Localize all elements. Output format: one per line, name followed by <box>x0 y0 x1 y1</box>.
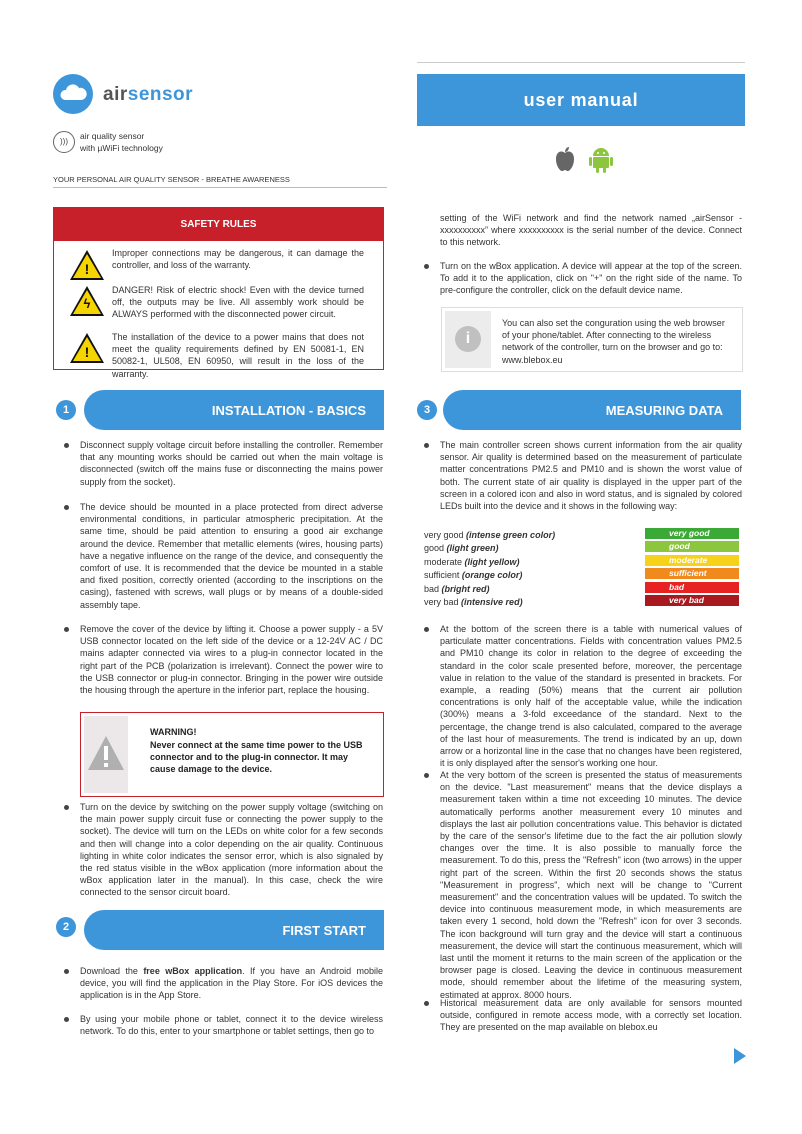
quality-desc: (orange color) <box>461 570 523 580</box>
apple-icon <box>554 146 576 177</box>
manual-title: user manual <box>523 89 639 110</box>
android-icon <box>589 146 613 179</box>
first-start-paragraph-3: Turn on the wBox application. A device will appear at the top of the screen. To add it to the application, click on "+" on the right side of the name. To pre-configure the controller, click on the default device name. <box>440 261 742 296</box>
brand-sensor: sensor <box>127 84 194 105</box>
section-1-number: 1 <box>56 400 76 420</box>
first-start-paragraph-2: By using your mobile phone or tablet, connect it to the device wireless network. To do this, enter to your smartphone or tablet settings, then go to <box>80 1014 383 1037</box>
quality-badge: bad <box>645 582 739 593</box>
quality-level-row <box>424 543 499 553</box>
quality-badge: very bad <box>645 595 739 606</box>
quality-badge: good <box>645 541 739 552</box>
warning-box-icon <box>84 716 128 793</box>
section-3-header <box>443 390 741 430</box>
brand-logo <box>103 84 193 106</box>
quality-badge: moderate <box>645 555 739 566</box>
install-paragraph-2: The device should be mounted in a place protected from direct adverse environmental conditions, in particular atmospheric precipitation. At the same time, should be paid attention to ensuring a good air exchange around the device. Remember that metallic elements (wires, housing parts) have a negative influence on the range of the device, and consequently the comfort of use. It is recommended that the device be mounted in a stable and fixed position, correctly oriented (according to the inscriptions on the casing), fastened with screws, wall plugs or by means of a double-sided assembly tape. <box>80 502 383 610</box>
bullet <box>424 773 429 778</box>
safety-item-2: DANGER! Risk of electric shock! Even with the device turned off, the outputs may be live. All assembly work should be ALWAYS performed with the disconnected power circuit. <box>112 285 364 320</box>
quality-desc: (light yellow) <box>464 557 520 567</box>
quality-label: good <box>424 543 445 553</box>
section-2-title: FIRST START <box>282 922 366 938</box>
info-icon: i <box>455 326 481 352</box>
measuring-paragraph-2: At the bottom of the screen there is a table with numerical values of particulate matter concentrations. Fields with concentration values PM2.5 and PM10 change its color in relation to the degree of exceeding the standard in the color scale presented before, moreover, the percentage value in relation to the value of the standard is presented in brackets. For example, a reading (50%) means that the current air pollution concentrations is only half of the acceptable value, while the indication (300%) means a 3-fold exceedance of the standard. Next to the percentage, the change trend is also calculated, compared to the average of the last hour of measurements. The trend is indicated by an up, down arrow or a horizontal line in the case that no changes have been registered, it is only displayed after the sensor's working one hour. <box>440 624 742 769</box>
quality-level-row <box>424 584 490 594</box>
logo-cloud-icon <box>53 74 93 114</box>
tagline-line1: air quality sensor <box>80 131 145 141</box>
quality-desc: (bright red) <box>441 584 490 594</box>
first-start-paragraph-1 <box>80 965 383 1002</box>
quality-label: very bad <box>424 597 459 607</box>
quality-level-row <box>424 557 520 567</box>
wifi-icon: ))) <box>53 131 75 153</box>
first-start-p1-bold: free wBox application <box>143 966 243 976</box>
bullet <box>424 627 429 632</box>
quality-desc: (light green) <box>446 543 499 553</box>
quality-badge: sufficient <box>645 568 739 579</box>
safety-item-3: The installation of the device to a power mains that does not meet the quality requirements defined by EN 50081-1, EN 50082-1, UL508, EN 60950, will result in the loss of the warranty. <box>112 332 364 379</box>
top-right-divider <box>417 62 745 63</box>
quality-level-row <box>424 530 555 540</box>
bullet <box>64 505 69 510</box>
slogan-divider <box>53 187 387 188</box>
measuring-paragraph-1: The main controller screen shows current information from the air quality sensor. Air quality is determined based on the measurement of particulate matter concentrations PM2.5 and PM10 and is shown the worst value of both. The current state of air quality is displayed in the upper part of the screen in a colored icon and also in word status, and is signaled by colored LEDs built into the device and it shows in the following way: <box>440 440 742 512</box>
safety-item-1: Improper connections may be dangerous, it can damage the controller, and loss of the warranty. <box>112 248 364 271</box>
manual-title-banner <box>417 74 745 126</box>
section-1-title: INSTALLATION - BASICS <box>211 402 366 418</box>
brand-air: air <box>103 84 128 105</box>
bullet <box>424 443 429 448</box>
install-paragraph-1: Disconnect supply voltage circuit before installing the controller. Remember that any mounting works should be carried out when the main voltage is disconnected (switch off the mains fuse or disconnecting the mains power supply from the socket). <box>80 440 383 487</box>
info-box-icon-panel <box>445 311 491 368</box>
quality-label: sufficient <box>424 570 460 580</box>
high-voltage-mark: ϟ <box>83 296 91 311</box>
bullet <box>424 264 429 269</box>
slogan: YOUR PERSONAL AIR QUALITY SENSOR - BREATHE AWARENESS <box>53 175 290 184</box>
install-paragraph-3: Remove the cover of the device by lifting it. Choose a power supply - a 5V USB connector located on the left side of the device or a 12-24V AC / DC mains adapter connected via wires to a plug-in connector located in the right part of the PCB (polarization is irrelevant). Connect the power wire to the USB connector or plug-in connector. Bringing in the power wire outside the housing through the aperture in the inferior part, replace the housing. <box>80 624 383 696</box>
quality-desc: (intense green color) <box>466 530 556 540</box>
section-2-number: 2 <box>56 917 76 937</box>
quality-label: very good <box>424 530 464 540</box>
bullet <box>64 1017 69 1022</box>
quality-level-row <box>424 597 523 607</box>
bullet <box>424 1001 429 1006</box>
safety-header <box>53 207 384 241</box>
warning-mark: ! <box>84 344 90 360</box>
tagline-line2: with µWiFi technology <box>80 142 163 153</box>
bullet <box>64 969 69 974</box>
measuring-paragraph-3: At the very bottom of the screen is presented the status of measurements on the device. "Last measurement" means that the device displays a measurement taken within a time not exceeding 10 minutes. The device automatically performs another measurement every 10 minutes and displays the last air pollution concentrations value. This behavior is dictated by the care of the sensor's lifetime due to the fact the air pollution slowly changes over the time. It is also possible to manually force the measurement. To do this, press the "Refresh" icon (two arrows) in the upper right part of the screen. Within the first 20 seconds shows the status "Measurement in progress", which next will be change to "Current measurement" and the concentration values will be updated. To switch the device into continuous measurement mode, in which measurements are taken every 1 second, hold down the "Refresh" icon for over 3 seconds. The icon background will turn gray and the device will start a continuous measurement, the device will start the continuous measurement, which will last until the moment it returns to the main screen of the application or the browser page is closed. Leaving the device in continuous measurement mode, should remember about the lifetime of the measuring system, estimated at approx. 8000 hours. <box>440 770 742 1000</box>
bullet <box>64 627 69 632</box>
tagline <box>80 131 163 154</box>
first-start-p1-pre: Download the <box>80 966 144 976</box>
warning-title: WARNING! <box>150 727 197 737</box>
quality-desc: (intensive red) <box>461 597 523 607</box>
bullet <box>64 805 69 810</box>
warning-mark: ! <box>84 261 90 277</box>
quality-label: bad <box>424 584 440 594</box>
measuring-paragraph-4: Historical measurement data are only available for sensors mounted outside, configured in remote access mode, with a correctly set location. They are presented on the map available on blebox.eu <box>440 998 742 1033</box>
quality-level-row <box>424 570 522 580</box>
section-3-title: MEASURING DATA <box>605 402 723 418</box>
first-start-paragraph-2-cont: setting of the WiFi network and find the network named „airSensor -xxxxxxxxxx” where xxxxxxxxxx is the serial number of the device. Connect to this network. <box>440 213 742 248</box>
section-2-header <box>84 910 384 950</box>
quality-label: moderate <box>424 557 463 567</box>
bullet <box>64 443 69 448</box>
section-1-header <box>84 390 384 430</box>
section-3-number: 3 <box>417 400 437 420</box>
warning-text: Never connect at the same time power to the USB connector and to the plug-in connector. It may cause damage to the device. <box>150 740 363 775</box>
quality-badge: very good <box>645 528 739 539</box>
next-page-arrow-icon[interactable] <box>734 1048 746 1064</box>
install-paragraph-4: Turn on the device by switching on the power supply voltage (switching on the main power supply circuit fuse or connecting the power supply to the socket). The device will turn on the LEDs on white color for a few seconds and then will change into a color depending on the air quality. Continuous lighting in white color indicates the sensor error, which is also signaled by the red status visible in the wBox application (more information about the wBox application later in the manual). In this case, check the wire connected to the sensor circuit board. <box>80 802 383 898</box>
info-text: You can also set the conguration using the web browser of your phone/tablet. After connecting to the wireless network of the controller, turn on the browser and go to: www.blebox.eu <box>502 318 725 365</box>
safety-title: SAFETY RULES <box>180 218 257 230</box>
first-start-p1-post: . If you have an Android mobile device, you will find the application in the Play Store. For iOS devices the application is in the App Store. <box>80 966 383 1001</box>
